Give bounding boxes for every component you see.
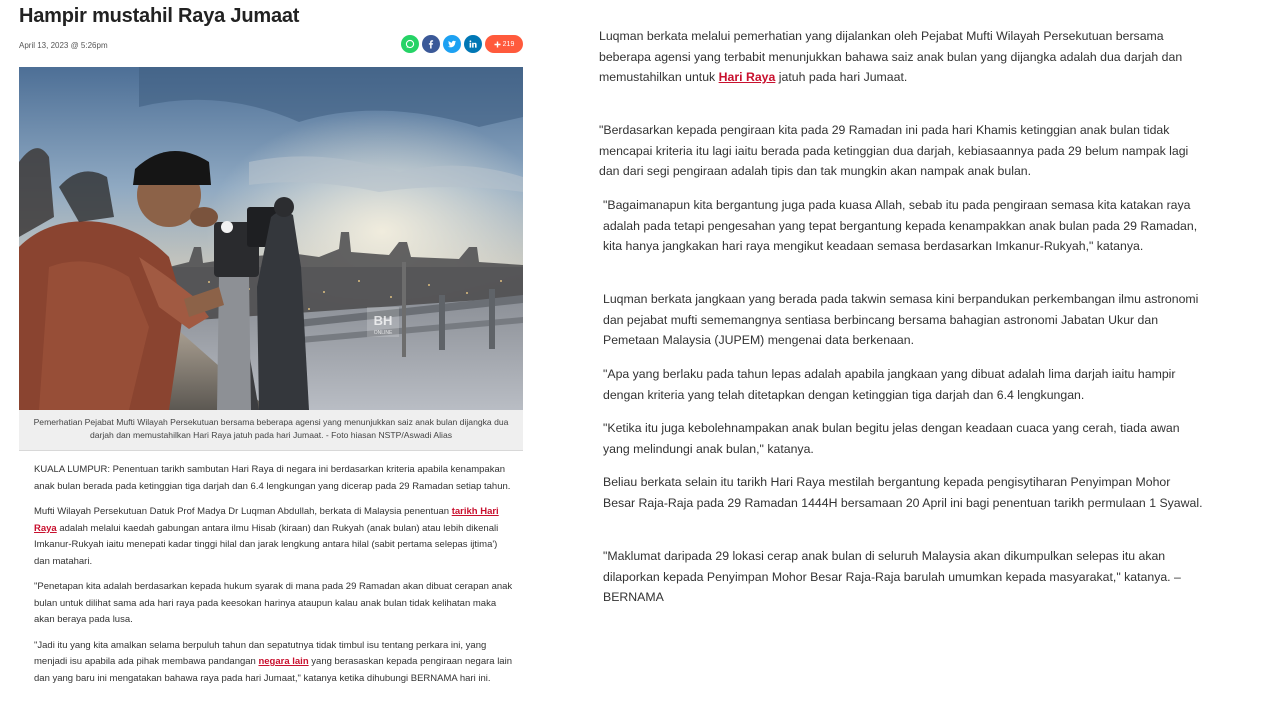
paragraph: "Maklumat daripada 29 lokasi cerap anak bulan di seluruh Malaysia akan dikumpulkan selepas itu akan dilaporkan kepada Penyimpan Mohor Besar Raja-Raja barulah umumkan kepada masyarakat," katanya. – BERNAMA (603, 549, 1181, 605)
publish-date: April 13, 2023 @ 5:26pm (19, 41, 108, 50)
paragraph: Mufti Wilayah Persekutuan Datuk Prof Madya Dr Luqman Abdullah, berkata di Malaysia penentuan tarikh Hari Raya adalah melalui kaedah gabungan antara ilmu Hisab (kiraan) dan Rukyah (anak bulan) atau lebih dikenali Imkanur-Rukyah iaitu menepati kadar tinggi hilal dan jarak lengkung antara hilal (sabit pertama selepas ijtima') dan matahari. (34, 506, 499, 567)
whatsapp-icon (405, 39, 415, 49)
paragraph: Luqman berkata jangkaan yang berada pada takwin semasa kini berpandukan perkembangan ilmu astronomi dan pejabat mufti sememangnya sentiasa berbincang bersama bahagian astronomi Jabatan Ukur dan Pemetaan Malaysia (JUPEM) mengenai data berkenaan. (603, 292, 1199, 348)
share-count: 219 (502, 40, 515, 48)
paragraph: Luqman berkata melalui pemerhatian yang dijalankan oleh Pejabat Mufti Wilayah Persekutuan bersama beberapa agensi yang terbabit menunjukkan bahawa saiz anak bulan yang dijangka adalah dua darjah dan memustahilkan untuk Hari Raya jatuh pada hari Jumaat. (599, 29, 1183, 85)
linkedin-share-button[interactable] (464, 35, 482, 53)
photo-caption: Pemerhatian Pejabat Mufti Wilayah Persekutuan bersama beberapa agensi yang menunjukkan saiz anak bulan dijangka dua darjah dan memustahilkan Hari Raya jatuh pada hari Jumaat. - Foto hiasan NSTP/Aswadi Alias (19, 410, 523, 451)
svg-text:ONLINE: ONLINE (373, 330, 393, 336)
page-title: Hampir mustahil Raya Jumaat (19, 5, 300, 27)
paragraph: KUALA LUMPUR: Penentuan tarikh sambutan Hari Raya di negara ini berdasarkan kriteria apabila kenampakan anak bulan berada pada ketinggian tiga darjah dan 6.4 lengkungan yang dicerap pada 29 Ramadan setiap tahun. (34, 464, 511, 492)
facebook-share-button[interactable] (422, 35, 440, 53)
paragraph: "Ketika itu juga kebolehnampakan anak bulan begitu jelas dengan keadaan cuaca yang cerah, tiada awan yang melindungi anak bulan," katanya. (603, 421, 1180, 456)
paragraph: "Berdasarkan kepada pengiraan kita pada 29 Ramadan ini pada hari Khamis ketinggian anak bulan tidak mencapai kriteria itu lagi iaitu berada pada ketinggian dua darjah, kebiasaannya pada 29 belum nampak lagi dan dari segi pengiraan adalah tipis dan tak mungkin akan nampak anak bulan. (599, 123, 1189, 179)
whatsapp-share-button[interactable] (401, 35, 419, 53)
hari-raya-link[interactable]: Hari Raya (718, 70, 776, 85)
paragraph: "Apa yang berlaku pada tahun lepas adalah apabila jangkaan yang dibuat adalah lima darjah iaitu hampir dengan kriteria yang telah ditetapkan dengan ketinggian tiga darjah dan 6.4 lengkungan. (603, 367, 1176, 402)
article-photo (19, 67, 523, 410)
bh-online-watermark (367, 307, 399, 337)
twitter-share-button[interactable] (443, 35, 461, 53)
plus-icon (494, 41, 501, 48)
svg-text:BH: BH (373, 313, 393, 328)
facebook-icon (426, 39, 436, 49)
paragraph: Beliau berkata selain itu tarikh Hari Raya mestilah bergantung kepada pengisytiharan Penyimpan Mohor Besar Raja-Raja pada 29 Ramadan 1444H bersamaan 20 April ini bagi penentuan tarikh permulaan 1 Syawal. (603, 475, 1203, 510)
article-meta (19, 34, 523, 54)
paragraph: "Penetapan kita adalah berdasarkan kepada hukum syarak di mana pada 29 Ramadan akan dibuat cerapan anak bulan untuk dilihat sama ada hari raya pada keesokan harinya ataupun kalau anak bulan tidak kelihatan maka akan beraya pada lusa. (34, 581, 513, 625)
linkedin-icon (468, 39, 478, 49)
paragraph: "Bagaimanapun kita bergantung juga pada kuasa Allah, sebab itu pada pengiraan semasa kita katakan raya adalah pada tetapi pengesahan yang tepat bergantung kepada kenampakkan anak bulan pada 29 Ramadan, kita hanya jangkakan hari raya mengikut keadaan semasa berdasarkan Imkanur-Rukyah," katanya. (603, 198, 1198, 254)
article-body-left (34, 462, 514, 696)
twitter-icon (447, 39, 457, 49)
tarikh-hari-raya-link[interactable]: tarikh Hari Raya (34, 506, 499, 534)
paragraph: "Jadi itu yang kita amalkan selama berpuluh tahun dan sepatutnya tidak timbul isu tentang perkara ini, yang menjadi isu apabila ada pihak membawa pandangan negara lain yang berasaskan kepada pengiraan negara lain dan yang baru ini mengatakan bahawa raya pada hari Jumaat," katanya ketika dihubungi BERNAMA hari ini. (34, 639, 512, 684)
share-bar (401, 35, 523, 53)
negara-lain-link[interactable]: negara lain (258, 656, 309, 667)
share-count-button[interactable] (485, 35, 523, 53)
